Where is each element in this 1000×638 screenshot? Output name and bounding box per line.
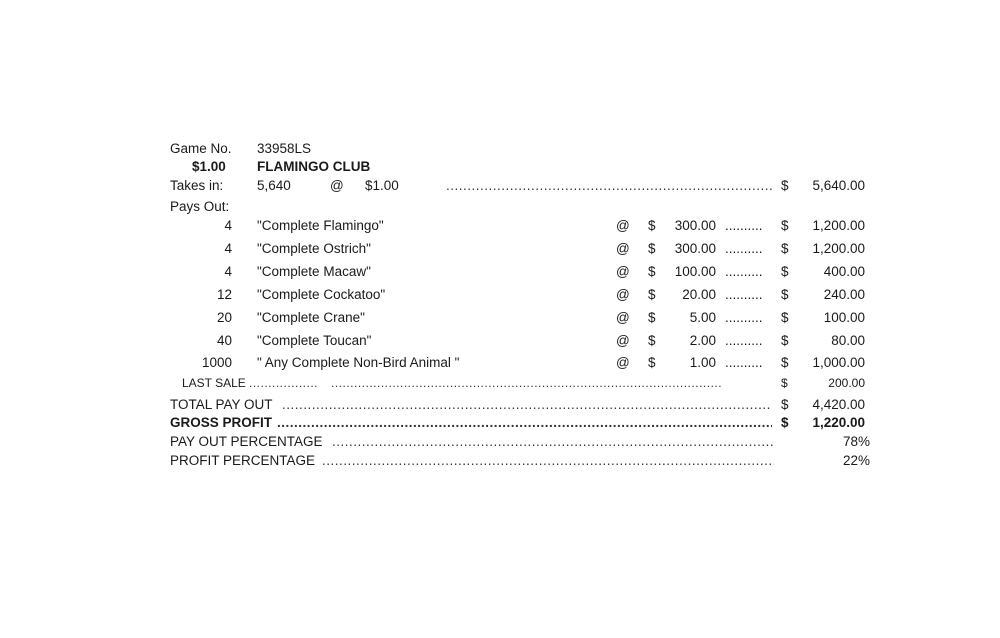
total-pay-out-leader-dots xyxy=(282,398,772,412)
payout-name: "Complete Macaw" xyxy=(257,264,371,279)
total-pay-out-currency: $ xyxy=(781,397,789,412)
payout-prize: 5.00 xyxy=(689,310,716,325)
last-sale-short-dots xyxy=(249,377,317,389)
payout-name: "Complete Toucan" xyxy=(257,333,372,348)
payout-total: 1,000.00 xyxy=(812,355,865,370)
pay-out-percentage-label: PAY OUT PERCENTAGE xyxy=(170,434,323,449)
payout-prize-currency: $ xyxy=(648,310,656,325)
total-pay-out-label: TOTAL PAY OUT xyxy=(170,397,273,412)
payout-count: 20 xyxy=(216,310,232,325)
takes-in-label: Takes in: xyxy=(170,178,224,193)
payout-prize: 2.00 xyxy=(689,333,716,348)
last-sale-leader-dots xyxy=(331,377,721,389)
payout-total: 240.00 xyxy=(823,287,865,302)
payout-total-currency: $ xyxy=(781,287,789,302)
takes-in-price: $1.00 xyxy=(365,178,399,193)
payout-name: "Complete Cockatoo" xyxy=(257,287,386,302)
pays-out-label: Pays Out: xyxy=(170,199,230,214)
payout-leader-dots: .......... xyxy=(725,310,763,325)
payout-prize-currency: $ xyxy=(648,333,656,348)
takes-in-currency: $ xyxy=(781,178,789,193)
payout-prize-currency: $ xyxy=(648,218,656,233)
payout-at: @ xyxy=(616,333,630,348)
payout-prize-currency: $ xyxy=(648,264,656,279)
payout-name: "Complete Flamingo" xyxy=(257,218,384,233)
payout-leader-dots: .......... xyxy=(725,287,763,302)
payout-count: 40 xyxy=(216,333,232,348)
payout-prize-currency: $ xyxy=(648,241,656,256)
payout-total-currency: $ xyxy=(781,218,789,233)
game-name: FLAMINGO CLUB xyxy=(257,159,371,174)
payout-leader-dots: .......... xyxy=(725,355,763,370)
payout-count: 12 xyxy=(216,287,232,302)
payout-at: @ xyxy=(616,264,630,279)
payout-leader-dots: .......... xyxy=(725,264,763,279)
profit-percentage-leader-dots xyxy=(322,454,774,468)
payout-count: 4 xyxy=(224,218,232,233)
payout-name: "Complete Ostrich" xyxy=(257,241,371,256)
game-price: $1.00 xyxy=(192,159,226,174)
payout-name: " Any Complete Non-Bird Animal " xyxy=(257,355,460,370)
profit-percentage-value: 22% xyxy=(842,453,870,468)
game-no-value: 33958LS xyxy=(257,141,312,156)
payout-at: @ xyxy=(616,218,630,233)
payout-total: 1,200.00 xyxy=(812,218,865,233)
payout-leader-dots: .......... xyxy=(725,241,763,256)
payout-at: @ xyxy=(616,241,630,256)
payout-name: "Complete Crane" xyxy=(257,310,365,325)
payout-prize: 300.00 xyxy=(674,218,716,233)
payout-prize-currency: $ xyxy=(648,355,656,370)
payout-at: @ xyxy=(616,355,630,370)
takes-in-count: 5,640 xyxy=(257,178,291,193)
payout-total-currency: $ xyxy=(781,355,789,370)
payout-total: 100.00 xyxy=(823,310,865,325)
payout-count: 4 xyxy=(224,264,232,279)
pay-out-percentage-value: 78% xyxy=(842,434,870,449)
pay-out-percentage-leader-dots xyxy=(332,435,774,449)
payout-prize-currency: $ xyxy=(648,287,656,302)
payout-total-currency: $ xyxy=(781,241,789,256)
payout-total: 400.00 xyxy=(823,264,865,279)
payout-prize: 20.00 xyxy=(682,287,716,302)
payout-prize: 1.00 xyxy=(689,355,716,370)
takes-in-leader-dots xyxy=(446,179,772,193)
gross-profit-total: 1,220.00 xyxy=(812,415,865,430)
gross-profit-label: GROSS PROFIT xyxy=(170,415,273,430)
payout-prize: 100.00 xyxy=(674,264,716,279)
last-sale-currency: $ xyxy=(781,376,788,390)
payout-at: @ xyxy=(616,287,630,302)
takes-in-total: 5,640.00 xyxy=(812,178,865,193)
last-sale-total: 200.00 xyxy=(828,376,865,390)
payout-prize: 300.00 xyxy=(674,241,716,256)
payout-total-currency: $ xyxy=(781,333,789,348)
payout-count: 1000 xyxy=(201,355,232,370)
payout-at: @ xyxy=(616,310,630,325)
profit-percentage-label: PROFIT PERCENTAGE xyxy=(170,453,316,468)
last-sale-label: LAST SALE xyxy=(182,376,246,390)
payout-leader-dots: .......... xyxy=(725,218,763,233)
gross-profit-leader-dots xyxy=(277,416,772,430)
payout-leader-dots: .......... xyxy=(725,333,763,348)
payout-total: 1,200.00 xyxy=(812,241,865,256)
payout-total-currency: $ xyxy=(781,264,789,279)
takes-in-at: @ xyxy=(330,178,344,193)
gross-profit-currency: $ xyxy=(781,415,789,430)
payout-count: 4 xyxy=(224,241,232,256)
total-pay-out-total: 4,420.00 xyxy=(812,397,865,412)
payout-total-currency: $ xyxy=(781,310,789,325)
payout-total: 80.00 xyxy=(831,333,865,348)
game-no-label: Game No. xyxy=(170,141,232,156)
